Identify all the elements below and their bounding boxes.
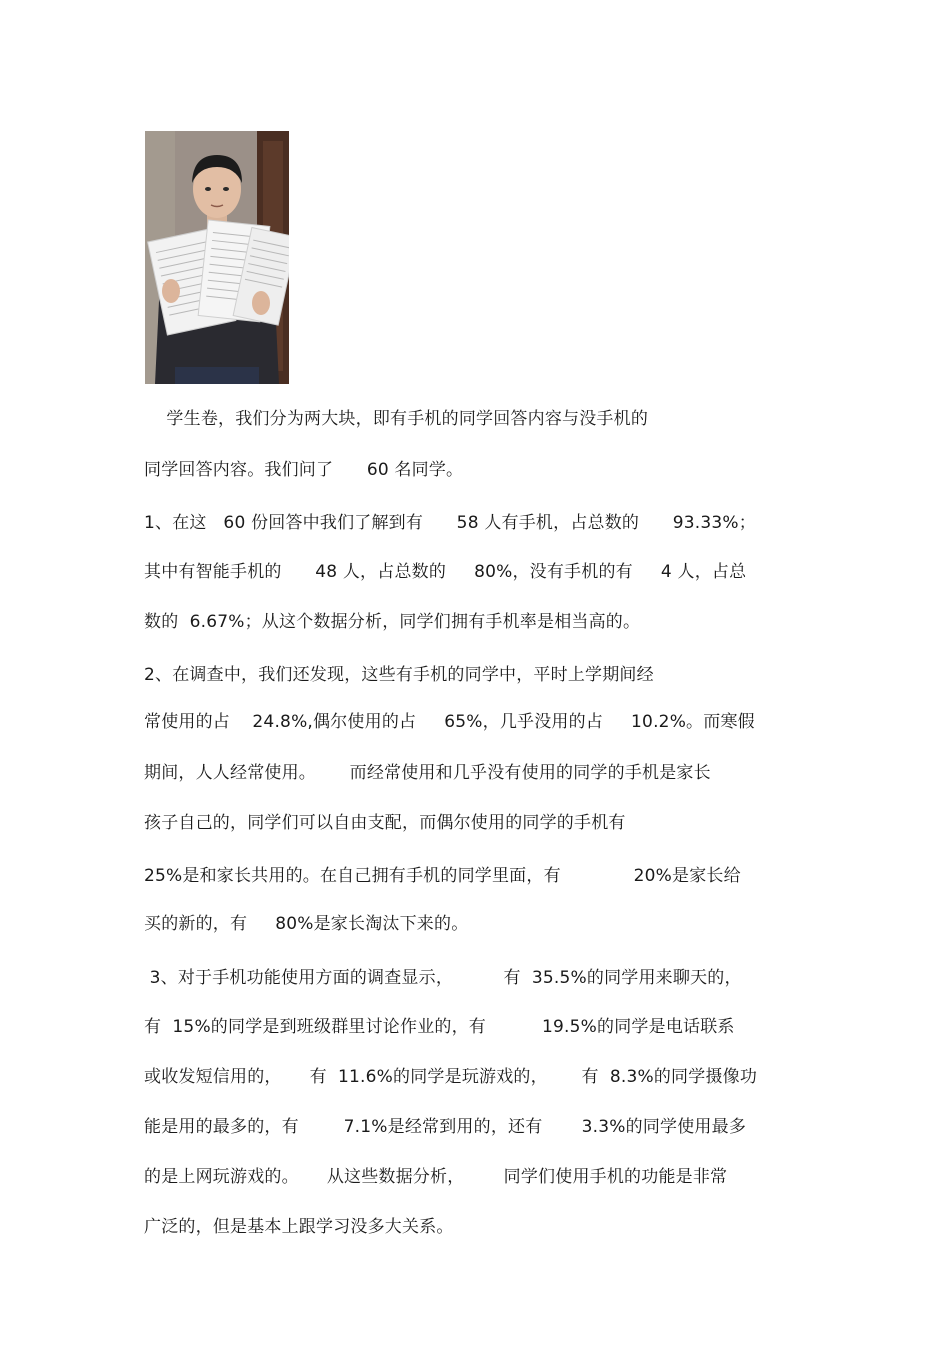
paragraph-line: 2、在调查中，我们还发现，这些有手机的同学中，平时上学期间经 (144, 665, 654, 685)
paragraph-line: 的是上网玩游戏的。 从这些数据分析， 同学们使用手机的功能是非常 (144, 1167, 728, 1187)
paragraph-line: 期间，人人经常使用。 而经常使用和几乎没有使用的同学的手机是家长 (144, 763, 711, 783)
paragraph-line: 买的新的，有 80%是家长淘汰下来的。 (144, 914, 469, 934)
paragraph-line: 同学回答内容。我们问了 60 名同学。 (144, 460, 464, 480)
paragraph-line: 能是用的最多的，有 7.1%是经常到用的，还有 3.3%的同学使用最多 (144, 1117, 747, 1137)
paragraph-line: 有 15%的同学是到班级群里讨论作业的，有 19.5%的同学是电话联系 (144, 1017, 735, 1037)
paragraph-line: 或收发短信用的， 有 11.6%的同学是玩游戏的， 有 8.3%的同学摄像功 (144, 1067, 758, 1087)
student-holding-survey-papers-photo (145, 131, 289, 384)
paragraph-line: 广泛的，但是基本上跟学习没多大关系。 (144, 1217, 454, 1237)
paragraph-line: 常使用的占 24.8%,偶尔使用的占 65%，几乎没用的占 10.2%。而寒假 (144, 712, 755, 732)
paragraph-line: 其中有智能手机的 48 人，占总数的 80%，没有手机的有 4 人，占总 (144, 562, 747, 582)
paragraph-line: 孩子自己的，同学们可以自由支配，而偶尔使用的同学的手机有 (144, 813, 626, 833)
paragraph-line: 学生卷，我们分为两大块，即有手机的同学回答内容与没手机的 (144, 409, 649, 429)
paragraph-line: 3、对于手机功能使用方面的调查显示， 有 35.5%的同学用来聊天的， (144, 968, 742, 988)
paragraph-line: 1、在这 60 份回答中我们了解到有 58 人有手机，占总数的 93.33%； (144, 513, 756, 533)
student-photo (145, 131, 289, 384)
paragraph-line: 25%是和家长共用的。在自己拥有手机的同学里面，有 20%是家长给 (144, 866, 741, 886)
paragraph-line: 数的 6.67%；从这个数据分析，同学们拥有手机率是相当高的。 (144, 612, 641, 632)
